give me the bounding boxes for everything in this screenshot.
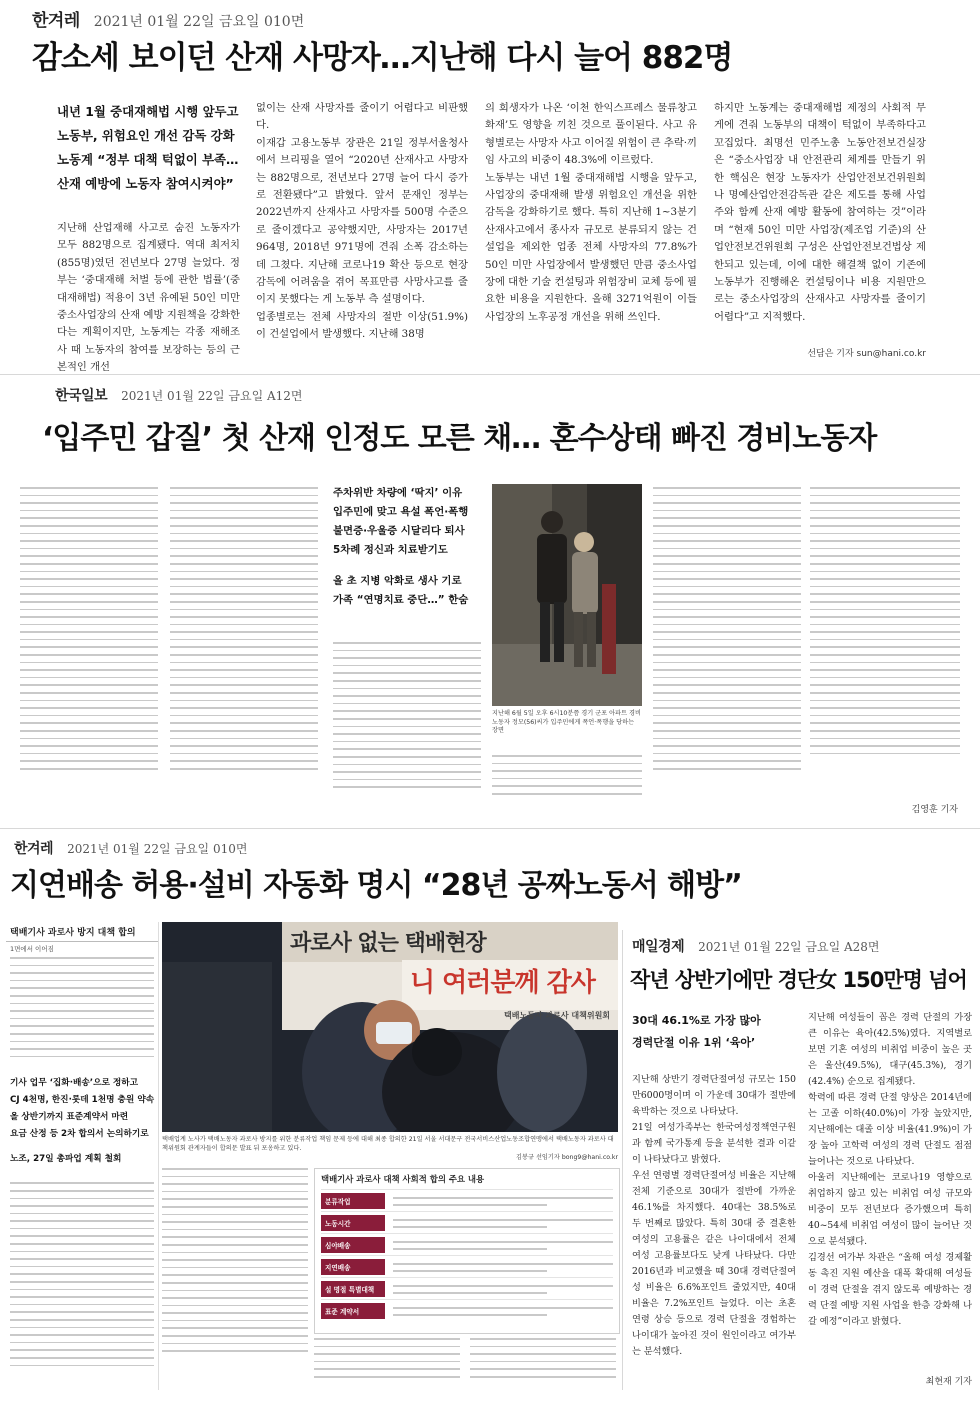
article3-subhead-2: CJ 4천명, 한진·롯데 1천명 충원 약속	[10, 1095, 155, 1106]
article3-side-box-title: 택배기사 과로사 방지 대책 합의	[6, 922, 158, 942]
article1-subheads	[57, 100, 237, 196]
article1-body-col2: 없이는 산재 사망자를 줄이기 어렵다고 비판했다. 이재갑 고용노동부 장관은 21일 정부서울청사에서 브리핑을 열어 “2020년 산재사고 사망자는 882명으로, 전년보다 27명 늘어 다시 증가로 전환됐다”고 밝혔다. 앞서 문재인 정부는 2022년까지 산재사고 사망자를 500명 수준으로 줄이겠다고 공약했지만, 사망자는 2017년 964명, 2018년 971명에 견줘 소폭 감소하는 데 그쳤다. 지난해 코로나19 확산 등으로 현장 감독에 어려움을 겪어 목표만큼 사망사고를 줄이지 못했다는 게 노동부 측 설명이다. 업종별로는 전체 사망자의 절반 이상(51.9%)이 건설업에서 발생했다. 지난해 38명	[256, 102, 468, 341]
agreement-table-row	[321, 1189, 613, 1211]
agreement-table-row-text	[393, 1305, 613, 1316]
article1-date: 2021년 01월 22일 금요일 010면	[93, 14, 305, 30]
article3-side-box-tag: 1면에서 이어짐	[10, 945, 54, 953]
article3-table-title: 택배기사 과로사 대책 사회적 합의 주요 내용	[321, 1174, 485, 1184]
article3-photo-credit: 김봉규 선임기자 bong9@hani.co.kr	[516, 1154, 618, 1161]
section-divider-2	[0, 828, 980, 829]
article2-subhead-2: 입주민에 맞고 욕설 폭언·폭행	[333, 506, 469, 518]
article2-body-col2	[170, 487, 318, 776]
article1-subhead-2: 노동부, 위험요인 개선 감독 강화	[57, 128, 235, 143]
section-divider-1	[0, 374, 980, 375]
article1-subhead-1: 내년 1월 중대재해법 시행 앞두고	[57, 104, 239, 119]
article4-headline: 작년 상반기에만 경단女 150만명 넘어	[630, 968, 967, 992]
article3-side-column	[6, 922, 159, 1390]
agreement-table-row-label: 표준 계약서	[321, 1303, 385, 1319]
cctv-photo-illustration	[492, 484, 642, 706]
article4-byline: 최현재 기자	[925, 1377, 972, 1387]
agreement-table-row	[321, 1233, 613, 1255]
article1-byline: 선담은 기자 sun@hani.co.kr	[807, 349, 926, 359]
article3-side-box-body	[10, 957, 154, 1057]
article2-headline: ‘입주민 갑질’ 첫 산재 인정도 모른 채… 혼수상태 빠진 경비노동자	[42, 421, 877, 456]
article1-subhead-3: 노동계 “정부 대책 턱없이 부족…	[57, 152, 239, 167]
article2-body-col6	[810, 487, 960, 760]
article1-body-col1: 지난해 산업재해 사고로 숨진 노동자가 모두 882명으로 집계됐다. 역대 최저치(855명)였던 전년보다 27명 늘었다. 정부는 ‘중대재해 처벌 등에 관한 법률’(중대재해법) 적용이 3년 유예된 50인 미만 중소사업장의 산재 예방 지원책을 강화한다는 계획이지만, 노동계는 각종 재해조사 때 노동자의 참여를 보장하는 등의 근본적인 개선	[57, 222, 240, 374]
agreement-table-row-text	[393, 1283, 613, 1294]
photo-banner-line-3: 택배노동자 과로사 대책위원회	[504, 1011, 611, 1020]
article1-headline: 감소세 보이던 산재 사망자…지난해 다시 늘어 882명	[32, 40, 733, 76]
article3-date: 2021년 01월 22일 금요일 010면	[67, 842, 248, 856]
article3-side-body-2	[10, 1182, 154, 1366]
article3-body-col3	[314, 1338, 460, 1384]
article1-subhead-4: 산재 예방에 노동자 참여시켜야”	[57, 176, 234, 191]
article4-body-col2: 지난해 여성들이 꼽은 경력 단절의 가장 큰 이유는 육아(42.5%)였다. 지역별로 보면 기혼 여성의 비취업 비중이 높은 곳은 울산(49.5%), 대구(45.3%), 경기(42.4%) 순으로 집계됐다. 학력에 따른 경력 단절 양상은 2014년에는 고졸 이하(40.0%)이 가장 높았지만, 지난해에는 대졸 이상 비율(41.9%)이 가장 높아 고학력 여성의 경력 단절도 점점 늘어나는 것으로 나타났다. 아울러 지난해에는 코로나19 영향으로 취업하지 않고 있는 비취업 여성 규모와 비중이 모두 전년보다 증가했으며 특히 40~54세 비취업 여성이 많이 늘어난 것으로 분석됐다. 김경선 여가부 차관은 “올해 여성 경제활동 촉진 지원 예산을 대폭 확대해 여성들이 경력 단절을 겪지 않도록 예방하는 경력 단절 예방 지원 사업을 한층 강화해 나갈 예정”이라고 밝혔다.	[808, 1012, 972, 1327]
article2-subhead-3: 불면증·우울증 시달리다 퇴사	[333, 525, 465, 537]
article4-subheads	[632, 1010, 802, 1054]
agreement-table-row-text	[393, 1195, 613, 1206]
article3-agreement-table	[314, 1168, 620, 1334]
article2-subhead-5: 올 초 지병 악화로 생사 기로	[333, 575, 462, 587]
article4-subhead-2: 경력단절 이유 1위 ‘육아’	[632, 1036, 756, 1049]
article3-subheads	[10, 1075, 160, 1168]
article2-dateline	[55, 385, 303, 405]
article2-body-col4-bottom	[492, 755, 642, 801]
article2-date: 2021년 01월 22일 금요일 A12면	[121, 389, 303, 403]
article2-subhead-1: 주차위반 차량에 ‘딱지’ 이유	[333, 487, 463, 499]
agreement-table-row-label: 지연배송	[321, 1259, 385, 1275]
article2-subheads	[333, 484, 483, 610]
agreement-table-row-text	[393, 1217, 613, 1228]
article3-subhead-1: 기사 업무 ‘집화·배송’으로 정하고	[10, 1078, 139, 1089]
article1-dateline	[32, 6, 304, 31]
article1-paper-name: 한겨레	[32, 11, 80, 31]
agreement-table-row-text	[393, 1261, 613, 1272]
article2-subhead-4: 5차례 정신과 치료받기도	[333, 544, 448, 556]
article2-body-col1	[20, 487, 158, 776]
article3-table-rows	[315, 1189, 619, 1321]
agreement-table-row	[321, 1211, 613, 1233]
article2-photo-caption: 지난해 6월 5일 오후 6시10분쯤 경기 군포 아파트 경비노동자 정모(56)씨가 입주민에게 폭언·폭행을 당하는 장면	[492, 710, 641, 735]
article3-subhead-4: 요금 산정 등 2차 합의서 논의하기로	[10, 1129, 149, 1140]
article3-subhead-5: 노조, 27일 총파업 계획 철회	[10, 1154, 122, 1165]
article3-photo-caption: 택배업계 노사가 택배노동자 과로사 방지를 위한 분류작업 책임 문제 등에 대해 최종 합의한 21일 서울 서대문구 전국서비스산업노동조합연맹에서 택배노동자 과로사 대책위원회 관계자들이 합의문 발표 뒤 포옹하고 있다.	[162, 1136, 614, 1152]
article3-body-col2	[162, 1168, 308, 1358]
article2-body-col5	[653, 487, 801, 776]
article3-headline: 지연배송 허용·설비 자동화 명시 “28년 공짜노동서 해방”	[10, 868, 742, 903]
article2-subhead-6: 가족 “연명치료 중단…” 한숨	[333, 594, 469, 606]
article2-byline: 김영훈 기자	[911, 805, 958, 815]
article3-body-col4	[470, 1338, 616, 1384]
agreement-table-row	[321, 1255, 613, 1277]
agreement-table-row-label: 분류작업	[321, 1193, 385, 1209]
article3-dateline	[14, 838, 247, 858]
article4-paper-name: 매일경제	[632, 939, 685, 955]
agreement-table-row-label: 심야배송	[321, 1237, 385, 1253]
article1-body-col4: 하지만 노동계는 중대재해법 제정의 사회적 무게에 견줘 노동부의 대책이 턱없이 부족하다고 꼬집었다. 최명선 민주노총 노동안전보건실장은 “중소사업장 내 안전관리 체계를 만들기 위한 핵심은 현장 노동자가 산업안전보건위원회나 명예산업안전감독관 같은 제도를 통해 사업주와 함께 산재 예방 활동에 참여하는 것”이라며 “현재 50인 미만 사업장(제조업 기준)의 산업안전보건위원회 구성은 산업안전보건법상 제한되고 있는데, 이에 대한 해결책 없이 기존에 노동부가 진행해온 컨설팅이나 비용 지원만으로는 중소사업장의 산재사고 사망자를 줄이기 어렵다”고 지적했다.	[714, 102, 926, 323]
agreement-table-row	[321, 1299, 613, 1321]
article4-date: 2021년 01월 22일 금요일 A28면	[698, 940, 880, 954]
article2-paper-name: 한국일보	[55, 388, 108, 404]
agreement-table-row	[321, 1277, 613, 1299]
article4-subhead-1: 30대 46.1%로 가장 많아	[632, 1014, 761, 1027]
article2-photo	[492, 484, 642, 706]
article3-photo	[162, 922, 618, 1132]
article3-subhead-3: 올 상반기까지 표준계약서 마련	[10, 1112, 129, 1123]
article4-body-col1: 지난해 상반기 경력단절여성 규모는 150만6000명이며 이 가운데 30대가 절반에 육박하는 것으로 나타났다. 21일 여성가족부는 한국여성정책연구원과 함께 국가통계 등을 분석한 결과 이같이 나타났다고 밝혔다. 우선 연령별 경력단절여성 비율은 지난해 전체 기준으로 30대가 절반에 가까운 46.1%를 차지했다. 40대는 38.5%로 두 번째로 많았다. 특히 30대 중 결혼한 여성의 고용률은 같은 나이대에서 전체 여성 고용률보다도 낮게 나타났다. 다만 2016년과 비교했을 때 30대 경력단절여성 비율은 6.6%포인트 줄었지만, 40대 비율은 7.2%포인트 늘었다. 이는 초혼 연령 상승 등으로 경력 단절을 경험하는 나이대가 높아진 것이 원인이라고 여가부는 분석했다.	[632, 1074, 796, 1357]
agreement-table-row-text	[393, 1239, 613, 1250]
agreement-table-row-label: 노동시간	[321, 1215, 385, 1231]
article2-body-col3	[333, 642, 481, 794]
photo-banner-line-1: 과로사 없는 택배현장	[290, 931, 486, 956]
article4-dateline	[632, 936, 880, 956]
photo-banner-line-2: 니 여러분께 감사	[410, 968, 595, 998]
article3-paper-name: 한겨레	[14, 841, 54, 857]
section-divider-vertical	[622, 930, 623, 1390]
agreement-table-row-label: 설 명절 특별대책	[321, 1281, 385, 1297]
article1-body-col3: 의 희생자가 나온 ‘이천 한익스프레스 물류창고 화재’도 영향을 끼친 것으로 풀이된다. 사고 유형별로는 사망자 사고 이어질 위험이 큰 추락·끼임 사고의 비중이 48.3%에 이르렀다. 노동부는 내년 1월 중대재해법 시행을 앞두고, 사업장의 중대재해 발생 위험요인 개선을 위한 감독을 강화하기로 했다. 특히 지난해 1~3분기 산재사고에서 종사자 규모로 분류되지 않는 건설업을 제외한 업종 전체 사망자의 77.8%가 50인 미만 사업장에서 발생했던 만큼 중소사업장에 대한 기술 컨설팅과 위험장비 교체 등에 필요한 비용을 지원한다. 올해 3271억원이 이들 사업장의 노후공정 개선을 위해 쓰인다.	[485, 102, 697, 323]
